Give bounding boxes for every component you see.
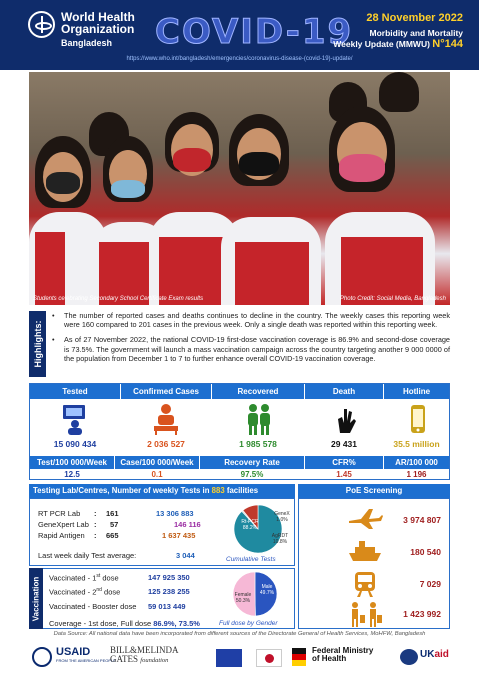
poe-sea-value: 180 540 [410, 547, 441, 557]
recovery-rate-header: Recovery Rate [200, 456, 304, 469]
pie-label: AgRDT 10.8% [271, 533, 289, 545]
photo-caption: Students celebrating Secondary School Certificate Exam results [33, 296, 204, 302]
highlight-item: • As of 27 November 2022, the national COVID-19 first-dose vaccination coverage is 86.9% and second-dose coverage is 73.5%. The government will launch a mass vaccination campaign across the country targeting another 9 000 0000 of the population from December 1 to 7 to further enhance overall COVID-19 vaccination coverage. [52, 335, 450, 363]
country-name: Bangladesh [61, 38, 113, 48]
lab-name: GeneXpert Lab [38, 520, 89, 529]
key-stats-panel [29, 383, 450, 480]
confirmed-value: 2 036 527 [147, 439, 185, 449]
hand-icon [332, 403, 358, 435]
who-emblem-icon [28, 11, 55, 38]
gender-caption: Full dose by Gender [219, 620, 278, 627]
vaccination-row-label: Vaccinated - Booster dose [49, 602, 137, 611]
test-rate-header: Test/100 000/Week [30, 456, 114, 469]
ukaid-logo: UKaid [420, 649, 449, 660]
cfr-header: CFR% [305, 456, 383, 469]
test-rate-value: 12.5 [64, 470, 80, 479]
ship-icon [347, 539, 383, 563]
ar-header: AR/100 000 [384, 456, 449, 469]
lab-name: RT PCR Lab [38, 509, 81, 518]
recovery-rate-value: 97.5% [240, 470, 264, 479]
pie-label: GeneX 1.0% [274, 511, 290, 523]
airplane-icon [347, 507, 383, 531]
pie-label: Female 50.3% [234, 592, 252, 604]
recovered-header: Recovered [212, 384, 304, 399]
vaccination-coverage: Coverage - 1st dose, Full dose 86.9%, 73.5% [49, 619, 200, 628]
cfr-value: 1.45 [336, 470, 352, 479]
lab-tests: 1 637 435 [162, 531, 196, 540]
poe-panel [298, 498, 450, 629]
pie-label: Rt-PCR 88.2% [241, 519, 259, 531]
poe-header: PoE Screening [298, 484, 450, 498]
header-banner [0, 0, 479, 70]
photo-figure [339, 154, 385, 182]
usaid-logo: USAID FROM THE AMERICAN PEOPLE [56, 646, 116, 663]
germany-flag-icon [292, 648, 306, 666]
death-header: Death [305, 384, 383, 399]
eu-flag-icon [216, 649, 242, 667]
travelers-icon [347, 601, 383, 627]
photo-credit: Photo Credit: Social Media, Bangladesh [339, 296, 446, 302]
vaccination-label: Vaccination [29, 568, 43, 629]
lab-count: 665 [106, 531, 119, 540]
photo-figure [173, 148, 211, 172]
photo-figure [111, 180, 145, 198]
tested-value: 15 090 434 [53, 439, 97, 449]
hotline-header: Hotline [384, 384, 449, 399]
partner-logos [0, 641, 479, 677]
german-ministry-logo: Federal Ministry of Health [312, 646, 374, 663]
poe-air-value: 3 974 807 [403, 515, 441, 525]
hotline-value: 35.5 million [393, 439, 440, 449]
photo-figure [379, 72, 419, 112]
issue-info [333, 12, 463, 50]
highlights-list [52, 311, 450, 369]
people-icon [244, 403, 274, 435]
patient-icon [152, 403, 180, 435]
data-source-note: Data Source: All national data have been incorporated from different sources of the Directorate General of Health Services, MoHFW, Bangladesh [53, 631, 426, 637]
vaccination-row-label: Vaccinated - 1st dose [49, 573, 119, 583]
vaccination-row-value: 59 013 449 [148, 602, 186, 611]
photo-figure [35, 232, 65, 305]
photo-figure [235, 242, 309, 305]
lab-name: Rapid Antigen [38, 531, 85, 540]
vaccination-row-value: 125 238 255 [148, 587, 190, 596]
recovered-value: 1 985 578 [239, 439, 277, 449]
issue-subtitle: Morbidity and Mortality Weekly Update (MMWU) N°144 [333, 28, 463, 50]
highlight-item: • The number of reported cases and deaths continues to decline in the country. The weekly cases this reporting week were 160 compared to 201 cases in the previous week. Only a single death was reported within this reporting week. [52, 311, 450, 329]
daily-test-average-label: Last week daily Test average: [38, 551, 137, 560]
photo-figure [46, 172, 80, 194]
issue-number: N°144 [432, 38, 463, 50]
lab-sep: : [94, 520, 97, 529]
source-link[interactable]: https://www.who.int/bangladesh/emergencies/coronavirus-disease-(covid-19)-update/ [126, 56, 353, 62]
uk-crest-icon [400, 649, 418, 665]
usaid-seal-icon [32, 647, 52, 667]
poe-travelers-value: 1 423 992 [403, 609, 441, 619]
phone-icon [406, 403, 430, 435]
poe-land-value: 7 029 [419, 579, 441, 589]
vaccination-row-value: 147 925 350 [148, 573, 190, 582]
photo-figure [239, 152, 279, 176]
computer-user-icon [62, 403, 88, 435]
org-name: World Health Organization [61, 10, 135, 36]
photo-figure [159, 237, 229, 305]
vaccination-row-label: Vaccinated - 2nd dose [49, 587, 121, 597]
gender-pie [227, 570, 289, 618]
pie-label: Male 49.7% [259, 584, 275, 596]
death-value: 29 431 [331, 439, 357, 449]
train-icon [353, 571, 377, 597]
page-title: COVID-19 [155, 12, 354, 52]
lab-count: 161 [106, 509, 119, 518]
vaccination-panel [43, 568, 295, 629]
issue-date: 28 November 2022 [366, 12, 463, 24]
labs-header: Testing Lab/Centres, Number of weekly Tests in 883 facilities [29, 484, 295, 498]
daily-test-average-value: 3 044 [176, 551, 195, 560]
ar-value: 1 196 [406, 470, 427, 479]
lab-tests: 13 306 883 [156, 509, 194, 518]
case-rate-value: 0.1 [151, 470, 163, 479]
lab-sep: : [94, 509, 97, 518]
highlights-label: Highlights: [29, 311, 46, 377]
photo-figure [341, 237, 423, 305]
cumulative-tests-pie [228, 501, 292, 555]
lab-count: 57 [110, 520, 119, 529]
students-photo [29, 72, 450, 305]
gates-foundation-logo: BILL&MELINDA GATES foundation [110, 645, 179, 664]
confirmed-header: Confirmed Cases [121, 384, 211, 399]
lab-tests: 146 116 [174, 520, 201, 529]
labs-panel [29, 498, 295, 566]
japan-flag-icon [256, 649, 282, 667]
tested-header: Tested [30, 384, 120, 399]
cumulative-tests-caption: Cumulative Tests [226, 556, 276, 563]
case-rate-header: Case/100 000/Week [115, 456, 199, 469]
lab-sep: : [94, 531, 97, 540]
